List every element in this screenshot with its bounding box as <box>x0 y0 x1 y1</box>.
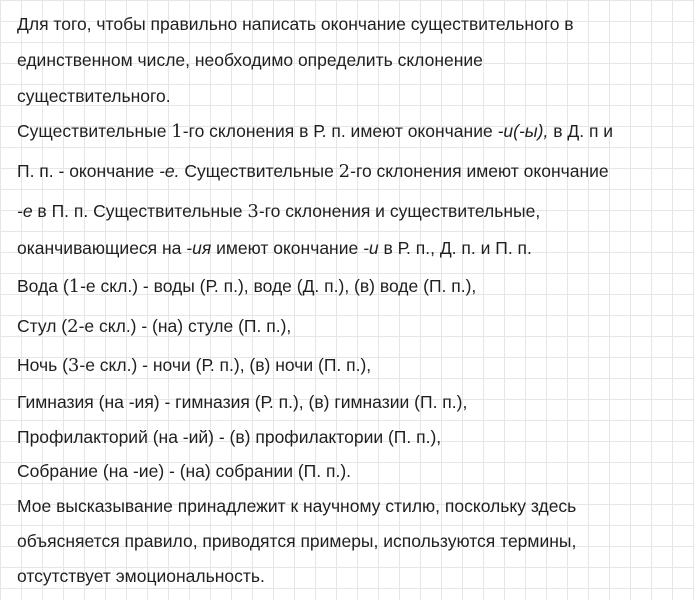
line-1-text: Для того, чтобы правильно написать окончание существительного в <box>17 14 574 34</box>
example-number-3: 3 <box>67 355 80 376</box>
line-10-part-b: -е скл.) - ночи (Р. п.), (в) ночи (П. п.), <box>79 355 372 375</box>
line-2-text: единственном числе, необходимо определить склонение <box>17 50 483 70</box>
text-line-9 <box>17 314 291 339</box>
text-line-10 <box>17 353 371 378</box>
example-number-2: 2 <box>67 316 79 337</box>
line-8-part-b: -е скл.) - воды (Р. п.), воде (Д. п.), (в) воде (П. п.), <box>80 276 477 296</box>
text-line-1 <box>17 12 574 36</box>
text-line-14 <box>17 494 576 518</box>
line-9-part-a: Стул ( <box>17 316 68 336</box>
line-12-text: Профилакторий (на -ий) - (в) профилактории (П. п.), <box>17 427 442 447</box>
line-4-part-d: в Д. п и <box>548 121 614 141</box>
text-line-4 <box>17 119 613 144</box>
line-5-part-d: -го склонения имеют окончание <box>350 161 609 181</box>
line-11-text: Гимназия (на -ия) - гимназия (Р. п.), (в) гимназии (П. п.), <box>17 392 468 412</box>
ending-i: -и <box>363 238 379 258</box>
line-6-part-c: -го склонения и существительные, <box>258 201 541 221</box>
declension-number-1: 1 <box>171 121 183 142</box>
text-line-7 <box>17 236 532 260</box>
text-line-8 <box>17 274 476 299</box>
ending-e: -е. <box>159 161 180 181</box>
line-8-part-a: Вода ( <box>17 276 69 296</box>
line-10-part-a: Ночь ( <box>17 355 68 375</box>
line-7-part-e: в Р. п., Д. п. и П. п. <box>378 238 532 258</box>
line-3-text: существительного. <box>17 86 171 106</box>
text-line-3 <box>17 84 171 108</box>
text-line-6 <box>17 199 540 224</box>
ending-iya: -ия <box>186 238 212 258</box>
line-16-text: отсутствует эмоциональность. <box>17 566 265 586</box>
example-number-1: 1 <box>68 276 81 297</box>
declension-number-2: 2 <box>338 161 351 182</box>
line-15-text: объясняется правило, приводятся примеры, используются термины, <box>17 531 577 551</box>
line-7-part-c: имеют окончание <box>211 238 364 258</box>
line-5-part-c: Существительные <box>179 161 339 181</box>
ending-i-y: -и(-ы), <box>497 121 549 141</box>
text-line-12 <box>17 425 441 449</box>
text-line-15 <box>17 529 576 553</box>
text-line-2 <box>17 48 483 72</box>
text-line-13 <box>17 459 351 483</box>
text-line-11 <box>17 390 467 414</box>
line-14-text: Мое высказывание принадлежит к научному стилю, поскольку здесь <box>17 496 577 516</box>
line-9-part-b: -е скл.) - (на) стуле (П. п.), <box>78 316 292 336</box>
line-7-part-a: оканчивающиеся на <box>17 238 187 258</box>
line-4-part-b: -го склонения в Р. п. имеют окончание <box>182 121 498 141</box>
declension-number-3: 3 <box>247 201 259 222</box>
line-5-part-a: П. п. - окончание <box>17 161 160 181</box>
ending-e-2: -е <box>17 201 33 221</box>
line-6-part-b: в П. п. Существительные <box>32 201 248 221</box>
text-line-5 <box>17 159 609 184</box>
line-13-text: Собрание (на -ие) - (на) собрании (П. п.). <box>17 461 352 481</box>
text-line-16 <box>17 564 265 588</box>
line-4-part-a: Существительные <box>17 121 172 141</box>
